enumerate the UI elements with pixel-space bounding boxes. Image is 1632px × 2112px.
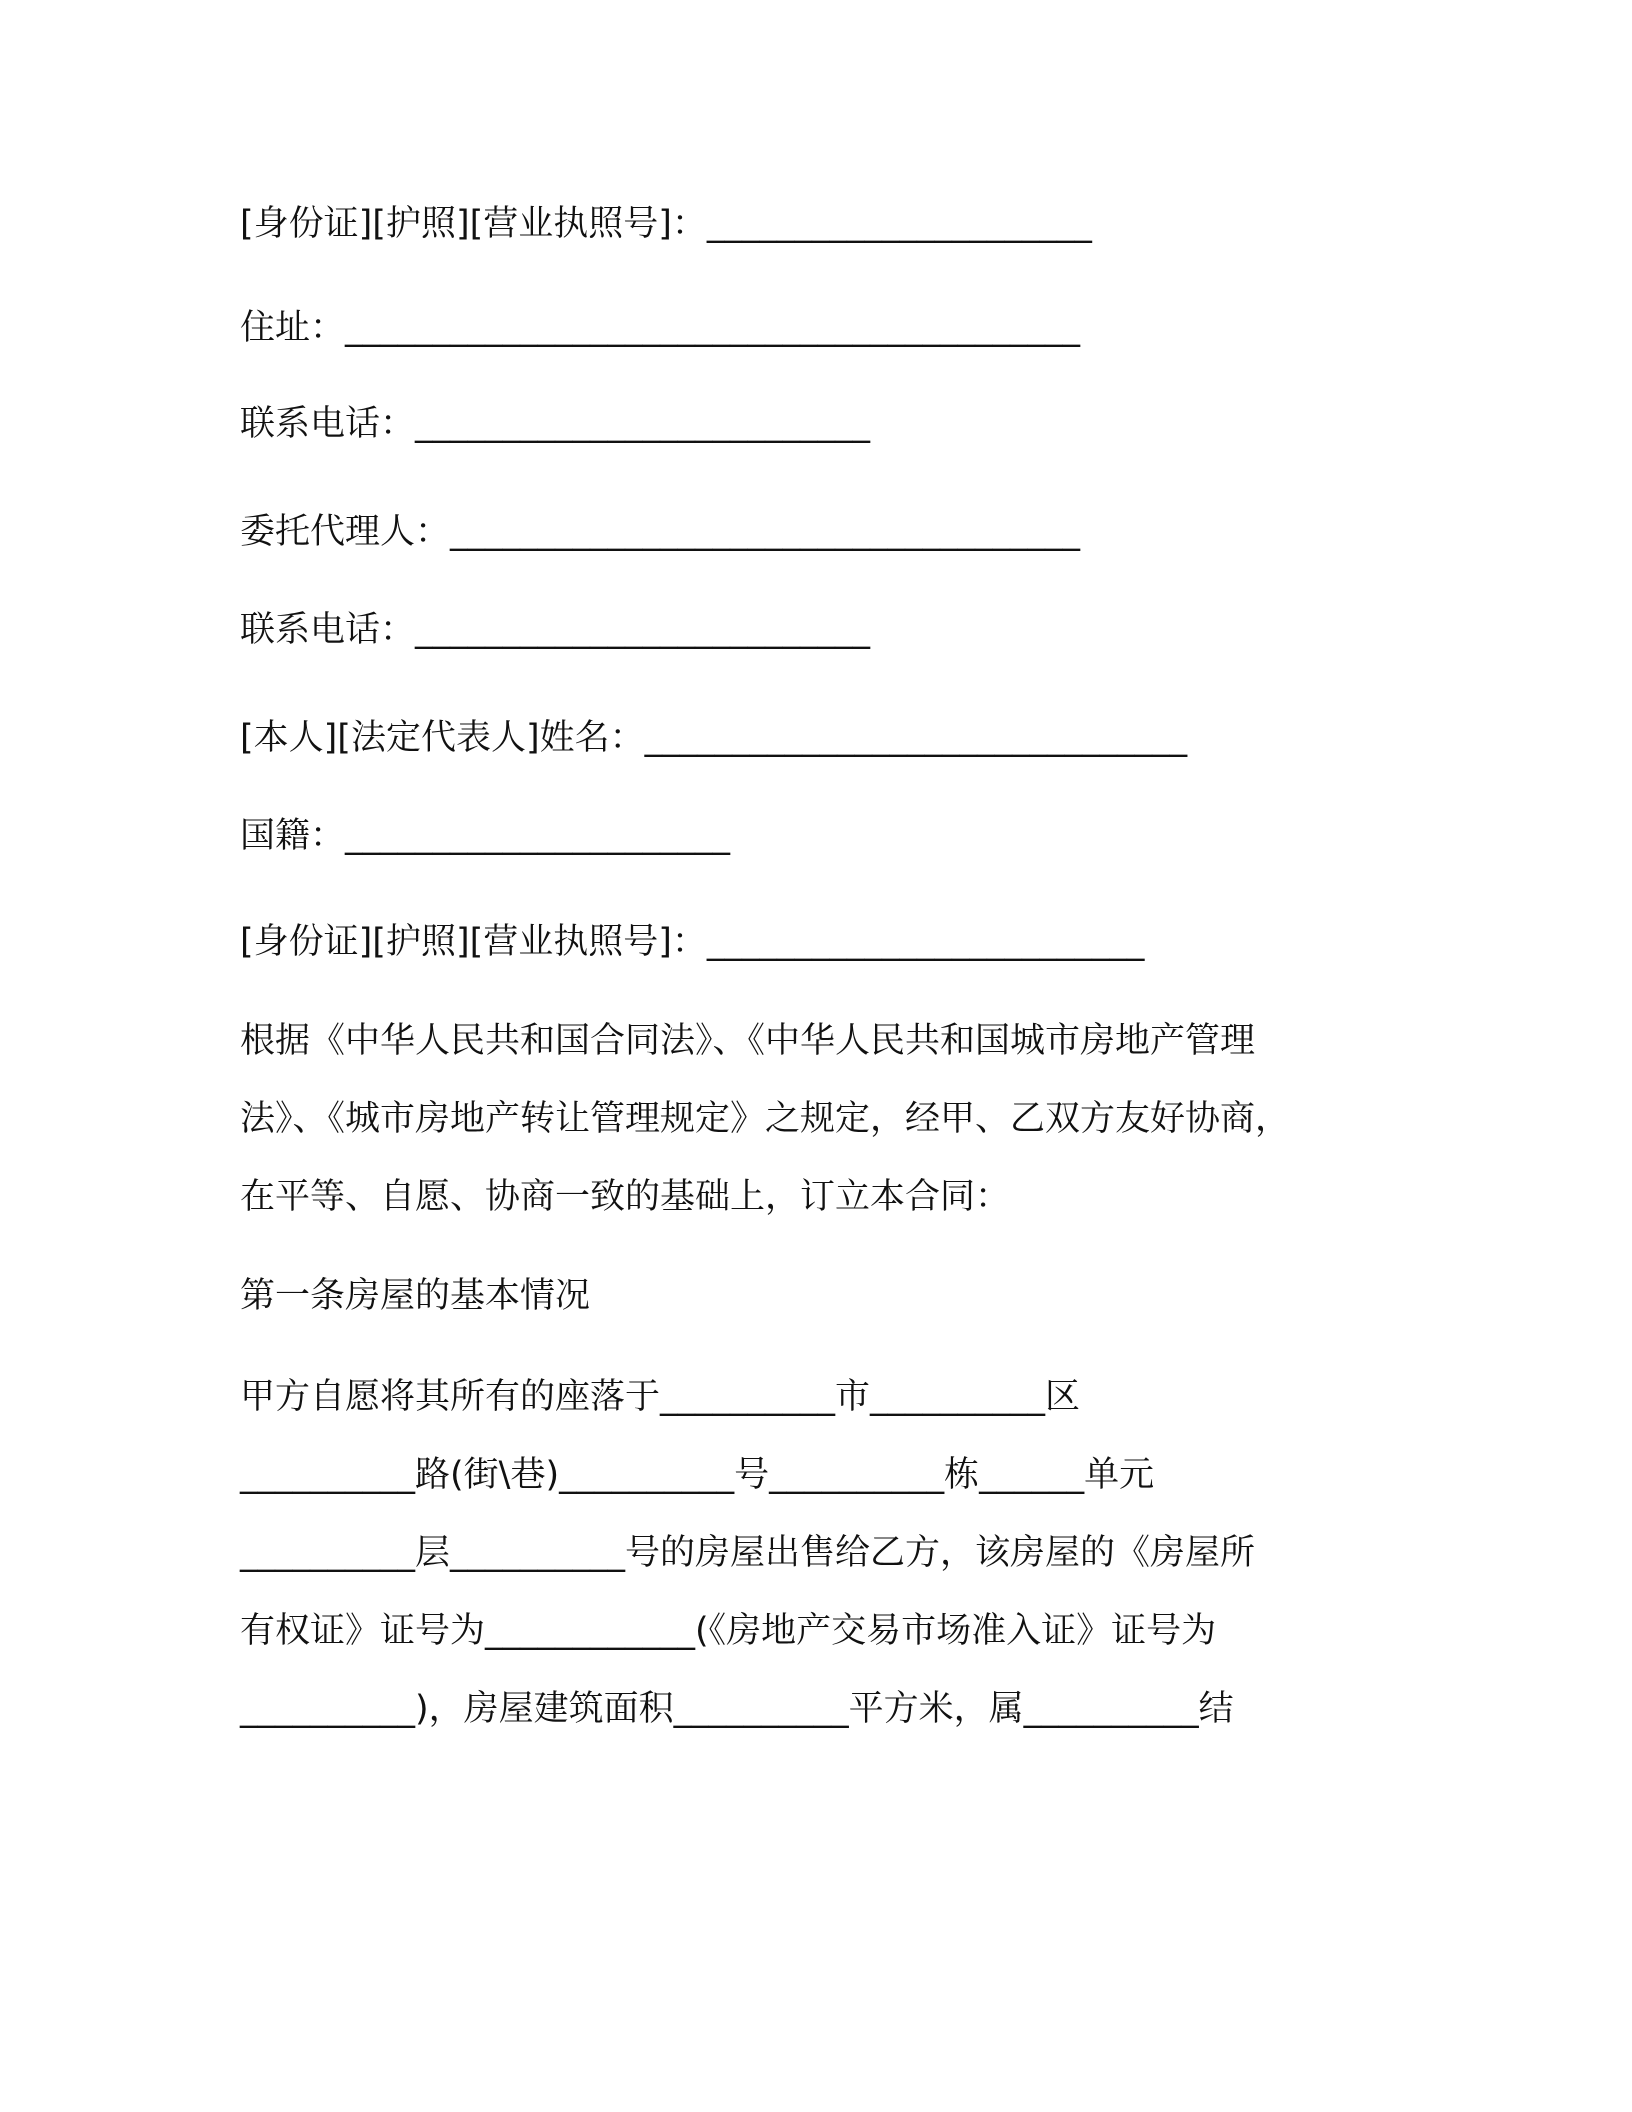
preamble-line: 根据《中华人民共和国合同法》、《中华人民共和国城市房地产管理	[240, 1021, 1256, 1061]
preamble-line: 在平等、自愿、协商一致的基础上，订立本合同：	[240, 1177, 1011, 1217]
nationality-field: 国籍：______________________	[240, 816, 731, 856]
agent-field: 委托代理人：____________________________________	[240, 512, 1081, 552]
article-line: __________层__________号的房屋出售给乙方，该房屋的《房屋所	[240, 1533, 1256, 1573]
preamble-line: 法》、《城市房地产转让管理规定》之规定，经甲、乙双方友好协商，	[240, 1099, 1291, 1139]
address-field: 住址：__________________________________________	[240, 308, 1081, 348]
phone-field-2: 联系电话：__________________________	[240, 610, 871, 650]
article-line: __________)，房屋建筑面积__________平方米，属__________结	[240, 1689, 1234, 1729]
article-1-heading: 第一条房屋的基本情况	[240, 1276, 591, 1316]
article-1-body	[240, 1358, 1400, 1748]
id-number-field-1: [身份证][护照][营业执照号]：______________________	[240, 204, 1092, 244]
representative-name-field: [本人][法定代表人]姓名：_______________________________	[240, 718, 1188, 758]
article-line: 有权证》证号为____________(《房地产交易市场准入证》证号为	[240, 1611, 1217, 1651]
article-line: 甲方自愿将其所有的座落于__________市__________区	[240, 1377, 1081, 1417]
preamble-paragraph	[240, 1002, 1400, 1236]
id-number-field-2: [身份证][护照][营业执照号]：_________________________	[240, 922, 1145, 962]
phone-field-1: 联系电话：__________________________	[240, 404, 871, 444]
article-line: __________路(街\巷)__________号__________栋______单元	[240, 1455, 1155, 1495]
